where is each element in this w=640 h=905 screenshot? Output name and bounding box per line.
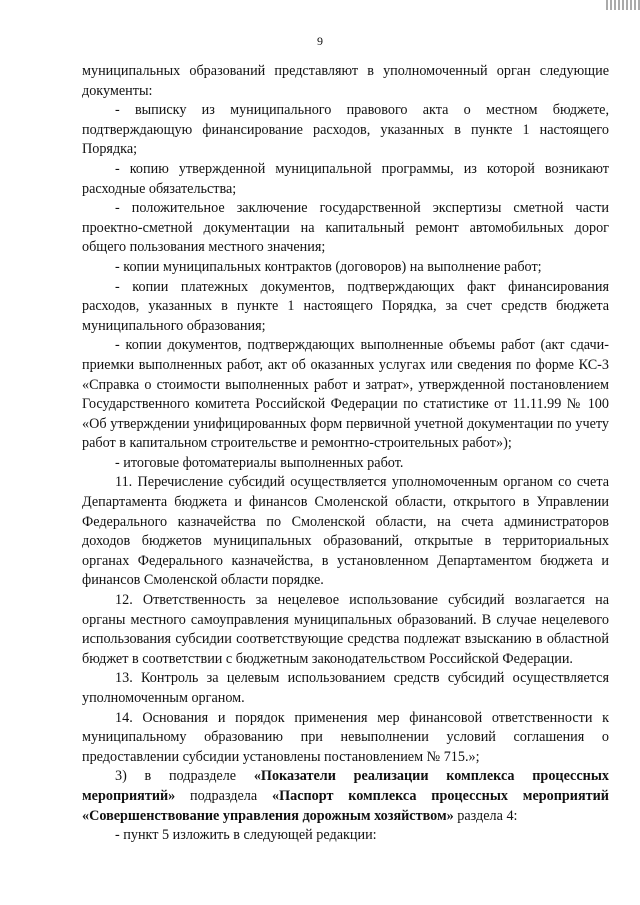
scan-artifact — [606, 0, 640, 10]
paragraph-10: 13. Контроль за целевым использованием средств субсидий осуществляется уполномоченным органом. — [82, 670, 609, 706]
paragraph-4: - копии муниципальных контрактов (договоров) на выполнение работ; — [115, 258, 542, 275]
paragraph-item-3 — [82, 767, 609, 826]
paragraph-1: - выписку из муниципального правового акта о местном бюджете, подтверждающую финансирование расходов, указанных в пункте 1 настоящего Порядка; — [82, 102, 609, 158]
paragraph-8: 11. Перечисление субсидий осуществляется уполномоченным органом со счета Департамента бюджета и финансов Смоленской области, открытого в Управлении Федерального казначейства по Смоленской области, на счета администраторов доходов бюджетов муниципальных образований, открытые в территориальных органах Федерального казначейства, в установленном Департаментом бюджета и финансов Смоленской области порядке. — [82, 474, 609, 589]
paragraph-0: муниципальных образований представляют в уполномоченный орган следующие документы: — [82, 63, 609, 99]
item3-bold-title-1: «Показатели реализации комплекса процессных мероприятий» — [82, 768, 609, 804]
paragraph-5: - копии платежных документов, подтверждающих факт финансирования расходов, указанных в пункте 1 настоящего Порядка, за счет средств бюджета муниципального образования; — [82, 278, 609, 334]
item3-bold-title-2: «Паспорт комплекса процессных мероприятий «Совершенствование управления дорожным хозяйством» — [82, 787, 609, 824]
page-number: 9 — [317, 34, 323, 48]
paragraph-9: 12. Ответственность за нецелевое использование субсидий возлагается на органы местного самоуправления муниципальных образований. В случае нецелевого использования субсидии соответствующие средства подлежат взысканию в областной бюджет в соответствии с бюджетным законодательством Российской Федерации. — [82, 592, 609, 667]
paragraph-3: - положительное заключение государственной экспертизы сметной части проектно-сметной документации на капитальный ремонт автомобильных дорог общего пользования местного значения; — [82, 200, 609, 256]
paragraph-7: - итоговые фотоматериалы выполненных работ. — [115, 454, 404, 471]
item3-mid: подраздела — [175, 787, 272, 804]
document-body — [82, 62, 609, 846]
paragraph-6: - копии документов, подтверждающих выполненные объемы работ (акт сдачи-приемки выполненных работ, акт об оказанных услугах или сведения по форме КС-3 «Справка о стоимости выполненных работ и затрат», утвержденной постановлением Государственного комитета Российской Федерации по статистике от 11.11.99 № 100 «Об утверждении унифицированных форм первичной учетной документации по учету работ в капитальном строительстве и ремонтно-строительных работ»); — [82, 337, 609, 452]
paragraph-last: - пункт 5 изложить в следующей редакции: — [115, 827, 377, 844]
paragraph-11: 14. Основания и порядок применения мер финансовой ответственности к муниципальному образованию при невыполнении условий соглашения о предоставлении субсидии установлены постановлением № 715.»; — [82, 709, 609, 765]
item3-suffix: раздела 4: — [453, 807, 518, 824]
paragraph-2: - копию утвержденной муниципальной программы, из которой возникают расходные обязательства; — [82, 160, 609, 197]
item3-prefix: 3) в подразделе — [115, 768, 254, 785]
